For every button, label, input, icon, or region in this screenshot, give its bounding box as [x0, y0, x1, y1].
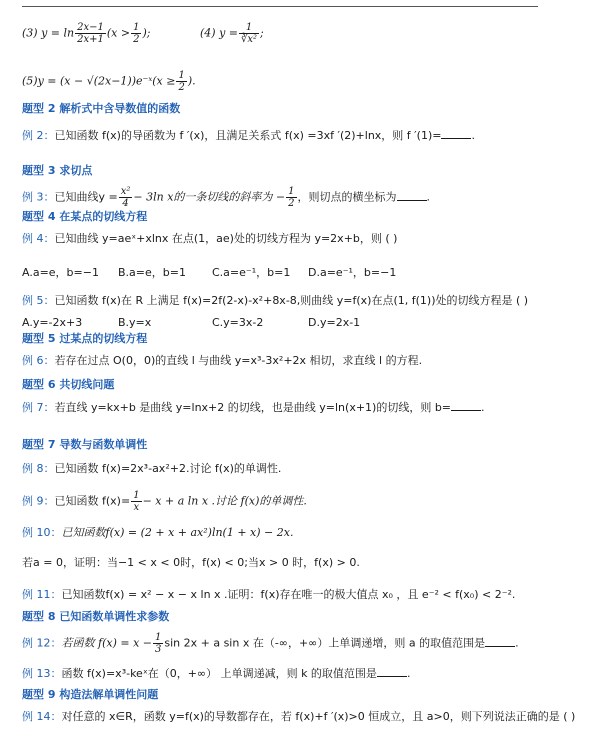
example-11-label: 例 11： [22, 588, 62, 601]
example-3-label: 例 3： [22, 190, 55, 204]
example-10-subpart: 若a = 0，证明：当−1 < x < 0时，f(x) < 0;当x > 0 时，f(x) > 0. [22, 556, 360, 569]
example-4-option-b[interactable]: B.a=e，b=1 [118, 266, 186, 279]
example-14-label: 例 14： [22, 710, 62, 723]
example-9-pre: 已知函数 f(x)= [54, 494, 131, 508]
item-5-cond-post: ). [187, 74, 196, 88]
item-4-lead: (4) y = [200, 26, 239, 40]
section-9-heading: 题型 9 构造法解单调性问题 [22, 688, 159, 701]
section-6-heading: 题型 6 共切线问题 [22, 378, 115, 391]
item-5 [22, 70, 196, 93]
example-2-end: . [471, 129, 475, 142]
example-4-option-a[interactable]: A.a=e，b=−1 [22, 266, 99, 279]
section-2-heading: 题型 2 解析式中含导数值的函数 [22, 102, 181, 115]
example-2-text: 已知函数 f(x)的导函数为 f ′(x)，且满足关系式 f(x) =3xf ′(2)+lnx，则 f ′(1)= [54, 129, 442, 142]
item-3-cond-pre: (x > [106, 26, 131, 40]
example-12-label: 例 12： [22, 636, 62, 650]
example-3 [22, 186, 430, 209]
example-12-den: 3 [154, 644, 162, 655]
example-12-fraction [153, 632, 163, 655]
example-2 [22, 128, 475, 143]
example-7 [22, 400, 485, 415]
example-3-post: ，则切点的横坐标为 [297, 190, 397, 204]
example-7-answer-blank[interactable] [451, 400, 481, 411]
example-8-label: 例 8： [22, 462, 55, 475]
example-3-slope-num: 1 [288, 186, 295, 197]
example-10-label: 例 10： [22, 526, 62, 539]
item-3-frac-den: 2x+1 [77, 34, 104, 45]
example-5-label: 例 5： [22, 294, 55, 307]
example-9-label: 例 9： [22, 494, 55, 508]
section-5-heading: 题型 5 过某点的切线方程 [22, 332, 148, 345]
example-11 [22, 588, 515, 602]
example-3-end: . [426, 190, 430, 204]
example-2-label: 例 2： [22, 129, 55, 142]
example-12-end: . [515, 636, 519, 650]
section-3-heading: 题型 3 求切点 [22, 164, 93, 177]
example-12-post: sin 2x + a sin x 在（-∞，+∞）上单调递增，则 a 的取值范围是 [164, 636, 486, 650]
example-13-text: 函数 f(x)=x³-keˣ在（0，+∞） 上单调递减，则 k 的取值范围是 [61, 667, 377, 680]
example-4-text: 已知曲线 y=aeˣ+xlnx 在点(1，ae)处的切线方程为 y=2x+b，则 ( ) [54, 232, 398, 245]
item-5-lead: (5)y = (x − √(2x−1))e⁻ˣ [22, 74, 153, 88]
item-4-den: ∛x² [241, 34, 258, 45]
example-12-answer-blank[interactable] [485, 636, 515, 647]
example-5-option-d[interactable]: D.y=2x-1 [308, 316, 361, 329]
example-3-pre: 已知曲线y = [54, 190, 118, 204]
example-4-option-c[interactable]: C.a=e⁻¹，b=1 [212, 266, 291, 279]
item-3-cond-den: 2 [133, 34, 140, 45]
example-9 [22, 490, 307, 513]
item-3-cond-num: 1 [133, 22, 140, 33]
example-10 [22, 526, 293, 540]
example-9-den: x [133, 502, 140, 513]
example-14 [22, 710, 575, 724]
example-2-answer-blank[interactable] [441, 128, 471, 139]
item-5-cond-den: 2 [178, 82, 185, 93]
item-5-cond-num: 1 [178, 70, 185, 81]
example-14-text: 对任意的 x∈R，函数 y=f(x)的导数都存在，若 f(x)+f ′(x)>0 恒成立，且 a>0，则下列说法正确的是 ( ) [61, 710, 576, 723]
item-5-cond-fraction [176, 70, 186, 93]
item-3-frac-num: 2x−1 [77, 22, 104, 33]
example-10-text: 已知函数f(x) = (2 + x + ax²)ln(1 + x) − 2x. [61, 526, 294, 539]
section-8-heading: 题型 8 已知函数单调性求参数 [22, 610, 170, 623]
item-4 [200, 22, 264, 45]
example-3-answer-blank[interactable] [397, 190, 427, 201]
example-5 [22, 294, 528, 308]
example-6 [22, 354, 422, 368]
top-rule [22, 6, 538, 7]
example-4-label: 例 4： [22, 232, 55, 245]
example-8-text: 已知函数 f(x)=2x³-ax²+2.讨论 f(x)的单调性. [54, 462, 282, 475]
example-3-num: x² [120, 186, 131, 197]
example-8 [22, 462, 281, 476]
item-3 [22, 22, 150, 45]
example-3-slope-den: 2 [288, 198, 295, 209]
item-4-post: ; [260, 26, 264, 40]
example-7-label: 例 7： [22, 401, 55, 414]
example-7-text: 若直线 y=kx+b 是曲线 y=lnx+2 的切线，也是曲线 y=ln(x+1)的切线，则 b= [54, 401, 452, 414]
example-13-label: 例 13： [22, 667, 62, 680]
section-7-heading: 题型 7 导数与函数单调性 [22, 438, 148, 451]
example-4 [22, 232, 397, 246]
example-13-answer-blank[interactable] [377, 666, 407, 677]
example-11-text: 已知函数f(x) = x² − x − x ln x .证明：f(x)存在唯一的极大值点 x₀ ，且 e⁻² < f(x₀) < 2⁻². [61, 588, 516, 601]
example-13-end: . [406, 667, 411, 680]
example-3-fraction [119, 186, 133, 209]
example-12 [22, 632, 519, 655]
example-12-num: 1 [154, 632, 162, 643]
item-4-fraction [239, 22, 259, 45]
example-9-post: − x + a ln x .讨论 f(x)的单调性. [142, 494, 307, 508]
example-9-num: 1 [133, 490, 140, 501]
item-5-cond-pre: (x ≥ [152, 74, 176, 88]
example-7-end: . [481, 401, 485, 414]
item-3-lead: (3) y = ln [22, 26, 75, 40]
example-5-option-c[interactable]: C.y=3x-2 [212, 316, 264, 329]
item-3-cond-fraction [131, 22, 141, 45]
example-3-mid: − 3ln x的一条切线的斜率为 − [133, 190, 286, 204]
example-9-fraction [131, 490, 141, 513]
item-3-fraction [75, 22, 106, 45]
item-4-num: 1 [239, 22, 259, 34]
example-6-label: 例 6： [22, 354, 55, 367]
example-3-den: 4 [122, 198, 129, 209]
example-13 [22, 666, 410, 681]
section-4-heading: 题型 4 在某点的切线方程 [22, 210, 148, 223]
item-3-cond-post: ); [142, 26, 151, 40]
example-12-pre: 若函数 f(x) = x − [61, 636, 152, 650]
example-6-text: 若存在过点 O(0，0)的直线 l 与曲线 y=x³-3x²+2x 相切，求直线 l 的方程. [54, 354, 423, 367]
example-5-option-b[interactable]: B.y=x [118, 316, 152, 329]
example-5-text: 已知函数 f(x)在 R 上满足 f(x)=2f(2-x)-x²+8x-8,则曲线 y=f(x)在点(1, f(1))处的切线方程是 ( ) [54, 294, 529, 307]
example-4-option-d[interactable]: D.a=e⁻¹，b=−1 [308, 266, 397, 279]
example-5-option-a[interactable]: A.y=-2x+3 [22, 316, 83, 329]
example-3-slope-fraction [286, 186, 296, 209]
